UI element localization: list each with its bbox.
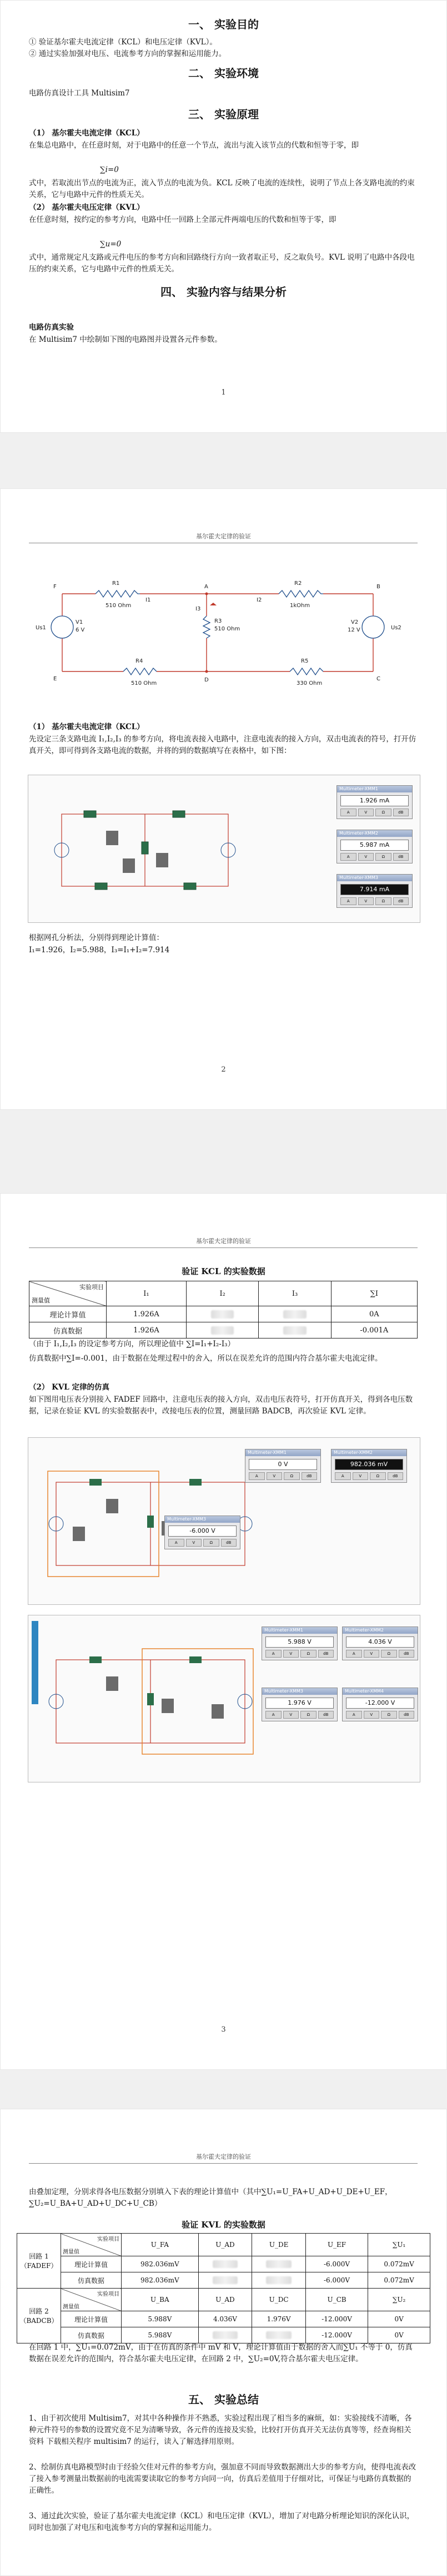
multimeter-panel[interactable]: Multimeter-XMM1 0 V A V Ω dB [245,1449,321,1483]
sim-text: 在 Multisim7 中绘制如下图的电路图并设置各元件参数。 [29,335,222,344]
section-title-aims: 一、 实验目的 [188,18,259,31]
meter-display: 0 V [249,1459,317,1470]
page-header: 基尔霍夫定律的验证 [196,533,251,540]
label-r4: R4 [135,658,143,664]
label-r3v: 510 Ohm [214,626,240,632]
page-number: 3 [221,2026,226,2034]
label-r2: R2 [294,580,302,587]
multimeter-panel[interactable]: Multimeter-XMM2 5.987 mA A V Ω dB [336,830,413,863]
note-1: （由于 I₁,I₂,I₃ 的设定参考方向，所以理论值中 ∑I=I₁+I₂-I₃） [29,1340,235,1348]
section-title-principle: 三、 实验原理 [188,108,259,121]
redacted-cell [198,2327,252,2343]
kcl-formula: ∑i=0 [100,165,119,174]
multimeter-panel[interactable]: Multimeter-XMM2 982.036 mV A V Ω dB [331,1449,407,1483]
multimeter-panel[interactable]: Multimeter-XMM1 5.988 V A V Ω dB [262,1627,338,1660]
node-d: D [204,677,209,683]
circuit-diagram [29,560,418,705]
node-f: F [53,584,57,590]
kcl-sim-heading: （1） 基尔霍夫电流定律（KCL） [29,723,144,731]
env-text: 电路仿真设计工具 Multisim7 [29,89,130,98]
note-2: 仿真数据中∑I=-0.001，由于数据在处理过程中的舍入，所以在误差允许的范围内符合基尔霍夫电流定律。 [29,1354,383,1363]
table-row: 理论计算值 1.926A 0A [29,1306,418,1322]
calc-text: 根据网孔分析法，分别得到理论计算值： [29,933,164,942]
label-i2: I2 [257,597,262,603]
kvl-sim-text: 如下图用电压表分别接入 FADEF 回路中，注意电压表的接入方向，双击电压表符号，打开仿真开关，得到各电压数据，记录在验证 KVL 的实验数据表中，改接电压表的位置，测量回路 BADCB，再次验证 KVL 定律。 [29,1395,413,1416]
section-title-env: 二、 实验环境 [188,67,259,80]
sim-circuit-kcl [28,775,361,922]
kcl-text: 在集总电路中，在任意时刻，对于电路中的任意一个节点，流出与流入该节点的代数和恒等于零，即 [29,141,359,150]
kcl-sim-text: 先设定三条支路电流 I₁,I₂,I₃ 的参考方向，将电流表接入电路中，注意电流表的接入方向，双击电流表的符号，打开仿真开关，即可得到各支路电流的数据，并将的到的数据填写在表格中，如下图： [29,735,416,755]
page-header: 基尔霍夫定律的验证 [196,1238,251,1245]
summary-item: 2、绘制仿真电路模型时由于经验欠佳对元件的参考方向，强加意不同而导致数据测出大步的参考方向，使得电流表改了接入参考测量出数据前的电流需要读取它的参考方向同一向，仿真后差值用于仔细对比，可保证与电路仿真数据的正确性。 [29,2463,416,2495]
meter-display: -6.000 V [168,1526,237,1537]
header-rule [29,2163,418,2164]
page-2 [0,488,447,1110]
page-number: 1 [221,388,226,397]
redacted-cell [198,2272,252,2289]
table-header: I₁ [107,1281,187,1306]
node-b: B [376,584,380,590]
page-1 [0,0,447,433]
meter-display: -12.000 V [346,1698,414,1709]
redacted-cell [252,2272,306,2289]
kvl-analysis: 在回路 1 中，∑U₁=0.072mV，由于在仿真的条件中 mV 和 V，理论计算值由于数据的舍入而∑U₁ 不等于 0，仿真数据在误差允许的范围内，符合基尔霍夫电压定律，在回路 2 中，∑U₂=0V,符合基尔霍夫电压定律。 [29,2343,413,2363]
kvl-text: 在任意时刻，按约定的参考方向，电路中任一回路上全部元件两端电压的代数和恒等于零，即 [29,215,336,224]
kvl-formula: ∑u=0 [100,240,122,249]
meter-display: 1.926 mA [340,795,409,806]
calc-values: I₁=1.926，I₂=5.988，I₃=I₁+I₂=7.914 [29,946,170,954]
table-header: I₂ [186,1281,258,1306]
kcl-text-2: 式中，若取流出节点的电流为正，流入节点的电流为负。KCL 反映了电流的连续性，说明了节点上各支路电流的约束关系，它与电路中元件的性质无关。 [29,179,415,199]
multimeter-panel[interactable]: Multimeter-XMM4 -12.000 V A V Ω dB [342,1688,418,1721]
kvl-intro: 由叠加定理，分别求得各电压数据分别填入下表的理论计算值中（其中∑U₁=U_FA+U_AD+U_DE+U_EF，∑U₂=U_BA+U_AD+U_DC+U_CB） [29,2188,393,2208]
multimeter-panel[interactable]: Multimeter-XMM3 7.914 mA A V Ω dB [336,874,413,908]
section-title-summary: 五、 实验总结 [188,2393,259,2406]
kvl-data-table: 回路 1 （FADEF） 实验项目 测量值 U_FA U_AD U_DE U_EF ∑U₁ 理论计算值 982.036mV -6.000V 0.072mV 仿真数据 982.036mV -6.000V 0.072mV 回路 2 （BADCB） 实验项目 测量值 U_BA U_AD U_DC U_CB ∑U₂ 理论计算值 5.988V 4.036V 1.976V -12.000V 0V 仿真数据 5.988V -12.000V 0V [17,2233,430,2343]
loop-1-label: 回路 1 （FADEF） [17,2234,61,2289]
multimeter-panel[interactable]: Multimeter-XMM2 4.036 V A V Ω dB [342,1627,418,1660]
table-row: 仿真数据 982.036mV -6.000V 0.072mV [17,2272,430,2289]
meter-display: 5.988 V [265,1636,334,1648]
kvl-table-title: 验证 KVL 的实验数据 [182,2220,265,2230]
multimeter-panel[interactable]: Multimeter-XMM3 -6.000 V A V Ω dB [164,1516,240,1549]
redacted-cell [198,2256,252,2272]
meter-display: 1.976 V [265,1698,334,1709]
table-header: I₃ [259,1281,331,1306]
node-c: C [376,676,380,682]
table-row: 仿真数据 5.988V -12.000V 0V [17,2327,430,2343]
kvl-heading: （2） 基尔霍夫电压定律（KVL） [29,203,144,212]
simulation-screenshot-fadef [28,1437,420,1605]
label-i1: I1 [145,597,151,603]
multimeter-panel[interactable]: Multimeter-XMM1 1.926 mA A V Ω dB [336,785,413,819]
kcl-heading: （1） 基尔霍夫电流定律（KCL） [29,129,144,138]
kvl-sim-heading: （2） KVL 定律的仿真 [29,1383,109,1392]
table-corner: 实验项目 测量值 [61,2289,122,2311]
table-corner: 实验项目 测量值 [61,2234,122,2256]
table-row: 仿真数据 1.926A -0.001A [29,1322,418,1338]
label-r5v: 330 Ohm [297,680,323,686]
meter-display: 4.036 V [346,1636,414,1648]
table-corner: 实验项目 测量值 [29,1281,107,1306]
page-number: 2 [221,1065,226,1074]
meter-display: 5.987 mA [340,840,409,851]
node-a: A [204,584,208,590]
redacted-cell [186,1306,258,1322]
redacted-cell [252,2327,306,2343]
redacted-cell [259,1306,331,1322]
label-v1v: 6 V [76,627,85,633]
label-r3: R3 [214,618,222,624]
sim-heading: 电路仿真实验 [29,323,74,332]
label-r5: R5 [301,658,309,664]
label-r1: R1 [112,580,120,587]
label-r1v: 510 Ohm [106,603,132,609]
summary-item: 1、由于初次使用 Multisim7，对其中各种操作并不熟悉，实验过程出现了相当多的麻烦，如：实验接线不清晰，各种元件符号的参数的设置究竟不足为清晰导致，各元件的连接及实验，比较打开仿真开关无法仿真等等，经查询相关资料 下载相关程序 multisim7 的运行，读入了解选择用原则。 [29,2414,412,2446]
simulation-screenshot-kcl [28,775,420,923]
kcl-data-table [29,1281,418,1338]
redacted-cell [252,2256,306,2272]
redacted-cell [186,1322,258,1338]
summary-item: 3、通过此次实验，验证了基尔霍夫电流定律（KCL）和电压定律（KVL），增加了对电路分析理论知识的深化认识，同时也加强了对电压和电流参考方向的掌握和运用能力。 [29,2512,415,2532]
multimeter-panel[interactable]: Multimeter-XMM3 1.976 V A V Ω dB [262,1688,338,1721]
label-r4v: 510 Ohm [131,680,157,686]
aim-item: ② 通过实验加强对电压、电流参考方向的掌握和运用能力。 [29,49,227,58]
redacted-cell [259,1322,331,1338]
table-row: 理论计算值 982.036mV -6.000V 0.072mV [17,2256,430,2272]
meter-display: 7.914 mA [340,884,409,895]
page-4 [0,2109,447,2576]
label-v2: V2 [351,619,359,625]
simulation-screenshot-badcb [28,1615,420,1782]
kcl-table-title: 验证 KCL 的实验数据 [182,1266,265,1276]
page-header: 基尔霍夫定律的验证 [196,2153,251,2160]
node-e: E [53,676,57,682]
table-row: 理论计算值 5.988V 4.036V 1.976V -12.000V 0V [17,2311,430,2327]
table-header: ∑I [331,1281,417,1306]
meter-display: 982.036 mV [335,1459,403,1470]
page-3 [0,1193,447,2070]
label-us1: Us1 [36,625,46,631]
label-i3: I3 [195,606,201,612]
section-title-content: 四、 实验内容与结果分析 [160,285,287,299]
loop-2-label: 回路 2 （BADCB） [17,2289,61,2343]
kvl-text-2: 式中，通常规定凡支路或元件电压的参考方向和回路绕行方向一致者取正号，反之取负号。KVL 说明了电路中各段电压的约束关系，它与电路中元件的性质无关。 [29,253,415,274]
label-us2: Us2 [391,625,401,631]
label-v1: V1 [76,619,83,625]
label-r2v: 1kOhm [290,603,310,609]
header-rule [29,1247,418,1248]
label-v2v: 12 V [348,627,360,633]
aim-item: ① 验证基尔霍夫电流定律（KCL）和电压定律（KVL）。 [29,38,217,47]
